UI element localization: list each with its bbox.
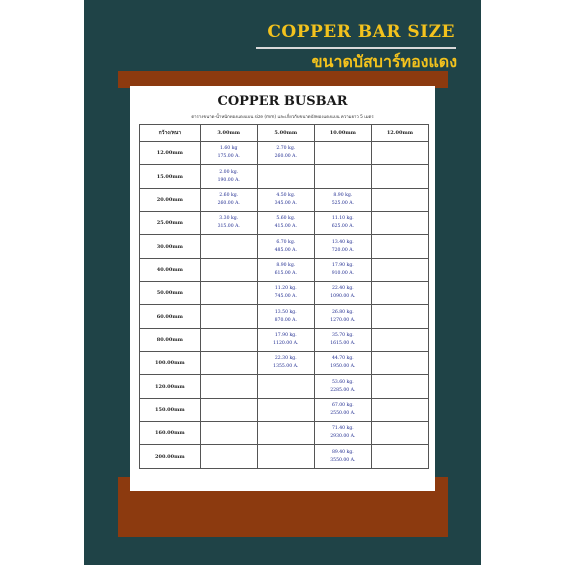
table-cell <box>314 305 371 328</box>
cell-weight: 22.40 kg. <box>331 286 354 292</box>
table-cell <box>371 188 428 211</box>
table-cell <box>314 445 371 469</box>
title-divider <box>256 47 456 49</box>
table-cell <box>371 305 428 328</box>
row-label: 30.00mm <box>140 235 201 258</box>
table-cell <box>200 352 257 375</box>
cell-ampacity: 1120.00 A. <box>273 340 299 346</box>
table-cell <box>200 165 257 188</box>
table-row <box>140 165 429 188</box>
table-cell <box>200 375 257 398</box>
row-label: 50.00mm <box>140 282 201 305</box>
table-cell <box>314 422 371 445</box>
row-label: 120.00mm <box>140 375 201 398</box>
table-cell <box>257 188 314 211</box>
table-row <box>140 188 429 211</box>
cell-weight: 13.40 kg. <box>331 239 354 245</box>
row-label: 200.00mm <box>140 445 201 469</box>
table-cell <box>257 212 314 235</box>
table-cell <box>371 375 428 398</box>
table-cell <box>200 212 257 235</box>
table-cell <box>314 282 371 305</box>
cell-ampacity: 720.00 A. <box>331 247 354 253</box>
cell-ampacity: 910.00 A. <box>331 270 354 276</box>
column-header: 5.00mm <box>257 125 314 142</box>
cell-weight: 13.50 kg. <box>274 309 297 315</box>
table-cell <box>200 445 257 469</box>
table-row <box>140 258 429 281</box>
cell-weight: 17.90 kg. <box>274 332 297 338</box>
table-cell <box>257 445 314 469</box>
row-label: 100.00mm <box>140 352 201 375</box>
cell-weight: 4.50 kg. <box>276 192 296 198</box>
cell-weight: 17.90 kg. <box>331 262 354 268</box>
table-cell <box>371 212 428 235</box>
table-cell <box>314 142 371 165</box>
column-header: 10.00mm <box>314 125 371 142</box>
cell-weight: 22.30 kg. <box>274 356 297 362</box>
table-cell <box>314 398 371 421</box>
cell-weight: 71.40 kg. <box>331 426 354 432</box>
cell-weight: 35.70 kg. <box>331 332 354 338</box>
table-cell <box>257 305 314 328</box>
table-header-row <box>140 125 429 142</box>
poster-thai-title: ขนาดบัสบาร์ทองแดง <box>311 52 457 71</box>
row-label: 12.00mm <box>140 142 201 165</box>
row-label: 20.00mm <box>140 188 201 211</box>
column-header: 3.00mm <box>200 125 257 142</box>
cell-ampacity: 315.00 A. <box>217 224 240 230</box>
table-cell <box>371 328 428 351</box>
table-row <box>140 328 429 351</box>
cell-ampacity: 345.00 A. <box>274 200 297 206</box>
table-cell <box>200 142 257 165</box>
table-cell <box>257 165 314 188</box>
table-row <box>140 305 429 328</box>
table-cell <box>371 282 428 305</box>
cell-weight: 3.30 kg. <box>219 216 239 222</box>
table-row <box>140 422 429 445</box>
table-cell <box>371 258 428 281</box>
cell-weight: 6.70 kg. <box>276 239 296 245</box>
row-label: 60.00mm <box>140 305 201 328</box>
table-cell <box>314 188 371 211</box>
table-cell <box>314 258 371 281</box>
cell-ampacity: 1270.00 A. <box>330 317 356 323</box>
table-cell <box>257 282 314 305</box>
cell-ampacity: 1615.00 A. <box>330 340 356 346</box>
cell-weight: 1.60 kg <box>220 146 238 152</box>
row-label: 25.00mm <box>140 212 201 235</box>
table-cell <box>200 188 257 211</box>
cell-weight: 67.00 kg. <box>331 402 354 408</box>
table-cell <box>200 282 257 305</box>
cell-ampacity: 260.00 A. <box>274 154 297 160</box>
spec-sheet <box>130 86 435 491</box>
table-cell <box>257 352 314 375</box>
table-cell <box>257 422 314 445</box>
table-cell <box>371 445 428 469</box>
table-row <box>140 282 429 305</box>
table-cell <box>200 398 257 421</box>
table-cell <box>257 142 314 165</box>
cell-weight: 89.40 kg. <box>331 449 354 455</box>
table-cell <box>257 258 314 281</box>
row-label: 80.00mm <box>140 328 201 351</box>
cell-weight: 53.60 kg. <box>331 379 354 385</box>
table-cell <box>371 142 428 165</box>
cell-ampacity: 1950.00 A. <box>330 364 356 370</box>
table-row <box>140 445 429 469</box>
cell-ampacity: 2285.00 A. <box>330 387 356 393</box>
column-header: 12.00mm <box>371 125 428 142</box>
cell-weight: 2.70 kg. <box>276 146 296 152</box>
table-cell <box>371 398 428 421</box>
table-cell <box>314 352 371 375</box>
cell-weight: 8.90 kg. <box>333 192 353 198</box>
table-cell <box>200 258 257 281</box>
row-label: 160.00mm <box>140 422 201 445</box>
cell-ampacity: 175.00 A. <box>217 154 240 160</box>
table-cell <box>314 235 371 258</box>
table-cell <box>371 352 428 375</box>
cell-weight: 2.00 kg. <box>219 169 239 175</box>
table-row <box>140 212 429 235</box>
cell-weight: 5.60 kg. <box>276 216 296 222</box>
cell-weight: 11.10 kg. <box>331 216 354 222</box>
cell-ampacity: 415.00 A. <box>274 224 297 230</box>
table-body <box>140 142 429 469</box>
table-cell <box>371 422 428 445</box>
busbar-table <box>139 124 429 469</box>
cell-ampacity: 2930.00 A. <box>330 434 356 440</box>
cell-weight: 44.70 kg. <box>331 356 354 362</box>
cell-ampacity: 1355.00 A. <box>273 364 299 370</box>
table-cell <box>314 165 371 188</box>
cell-ampacity: 485.00 A. <box>274 247 297 253</box>
table-row <box>140 235 429 258</box>
cell-ampacity: 3550.00 A. <box>330 457 356 463</box>
table-cell <box>314 328 371 351</box>
table-cell <box>257 235 314 258</box>
cell-weight: 11.20 kg. <box>274 286 297 292</box>
cell-ampacity: 2550.00 A. <box>330 410 356 416</box>
cell-ampacity: 1090.00 A. <box>330 294 356 300</box>
table-cell <box>314 212 371 235</box>
sheet-title: COPPER BUSBAR <box>217 94 348 109</box>
table-row <box>140 142 429 165</box>
sheet-subtitle: ตารางขนาด-น้ำหนักทองแดงแบน size (mm) และเกี่ยวกับขนาดบัสทองแดงแบน ความยาว 5 เมตร <box>191 115 374 120</box>
cell-ampacity: 615.00 A. <box>274 270 297 276</box>
cell-ampacity: 625.00 A. <box>331 224 354 230</box>
table-row <box>140 398 429 421</box>
cell-ampacity: 190.00 A. <box>217 177 240 183</box>
table-cell <box>314 375 371 398</box>
cell-ampacity: 870.00 A. <box>274 317 297 323</box>
cell-ampacity: 745.00 A. <box>274 294 297 300</box>
table-row <box>140 375 429 398</box>
table-row <box>140 352 429 375</box>
cell-weight: 8.90 kg. <box>276 262 296 268</box>
cell-weight: 2.60 kg. <box>219 192 239 198</box>
table-cell <box>200 422 257 445</box>
table-cell <box>200 305 257 328</box>
row-label: 150.00mm <box>140 398 201 421</box>
cell-ampacity: 525.00 A. <box>331 200 354 206</box>
table-cell <box>257 398 314 421</box>
table-cell <box>371 165 428 188</box>
poster-title: COPPER BAR SIZE <box>267 22 455 42</box>
table-cell <box>200 235 257 258</box>
table-cell <box>200 328 257 351</box>
cell-weight: 26.80 kg. <box>331 309 354 315</box>
table-cell <box>257 328 314 351</box>
table-cell <box>371 235 428 258</box>
cell-ampacity: 260.00 A. <box>217 200 240 206</box>
row-label: 15.00mm <box>140 165 201 188</box>
column-header: กว้าง/หนา <box>140 125 201 142</box>
table-cell <box>257 375 314 398</box>
row-label: 40.00mm <box>140 258 201 281</box>
